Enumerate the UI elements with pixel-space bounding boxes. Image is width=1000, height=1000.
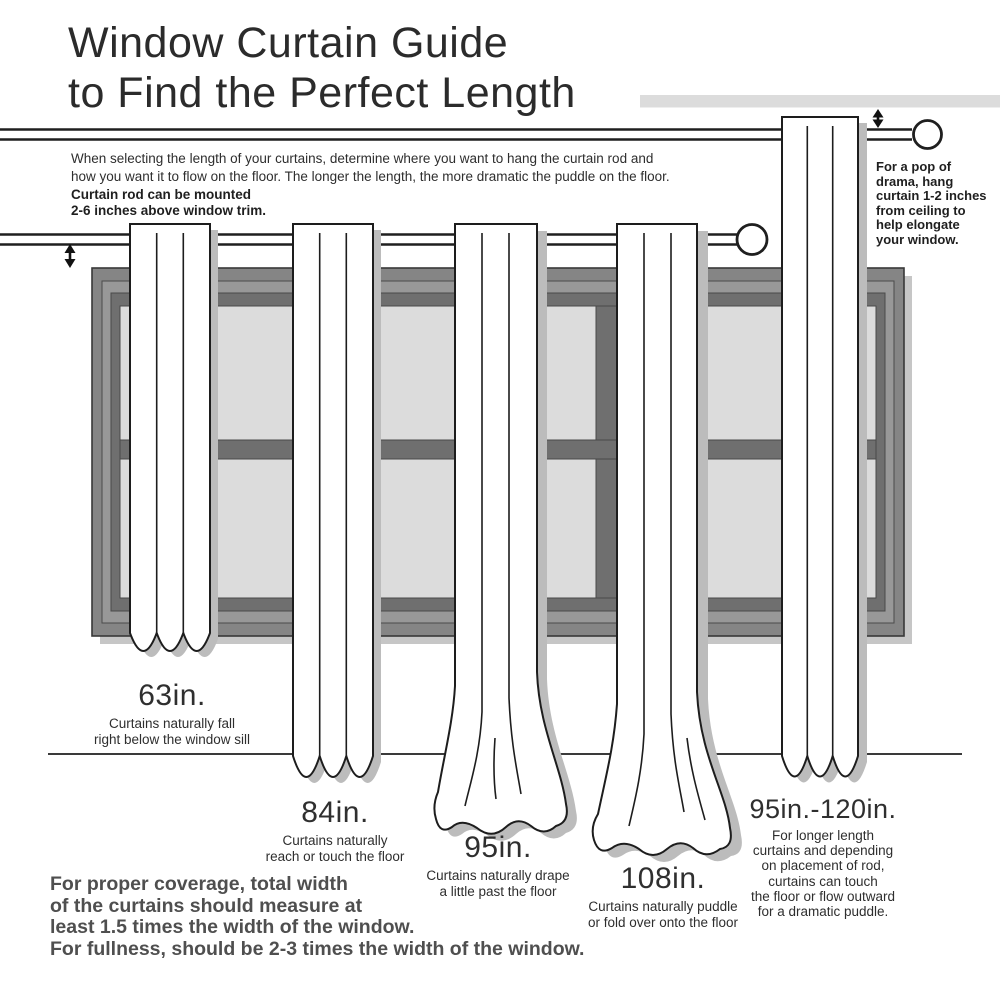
- ceiling-note-line2: drama, hang: [876, 173, 954, 189]
- intro-line1: When selecting the length of your curtains, determine where you want to hang the curtain rod and: [71, 151, 654, 166]
- page-title: [68, 18, 576, 118]
- page-title-line2: to Find the Perfect Length: [68, 69, 576, 117]
- curtain-84in-caption-line2: reach or touch the floor: [265, 849, 405, 864]
- intro-paragraph: [71, 150, 670, 186]
- curtain-95in-caption-line1: Curtains naturally drape: [426, 868, 570, 883]
- curtain-95-120in-size: 95in.-120in.: [749, 794, 897, 824]
- ceiling-note-line5: help elongate: [876, 217, 960, 233]
- ceiling-note-line4: from ceiling to: [876, 202, 966, 218]
- curtain-63in-caption-line1: Curtains naturally fall: [108, 716, 236, 731]
- curtain-95-120in-label: [708, 794, 938, 919]
- coverage-note-line3: least 1.5 times the width of the window.: [50, 916, 415, 938]
- coverage-note-line1: For proper coverage, total width: [50, 873, 348, 895]
- curtain-63in-panel: [130, 224, 210, 651]
- page-title-line1: Window Curtain Guide: [68, 19, 509, 67]
- rod-note-line1: Curtain rod can be mounted: [71, 187, 252, 202]
- ceiling-gap-arrow-icon: [873, 109, 884, 128]
- curtain-63in-caption-line2: right below the window sill: [93, 732, 251, 747]
- curtain-95-120in-caption-line1: For longer length: [771, 828, 875, 843]
- curtain-63in: [130, 224, 218, 657]
- curtain-95-120in-caption-line4: curtains can touch: [768, 873, 878, 889]
- curtain-63in-label: [57, 679, 287, 748]
- curtain-95-120in-caption: [708, 828, 938, 919]
- curtain-95in-size: 95in.: [464, 831, 532, 864]
- curtain-95-120in-panel: [782, 117, 858, 777]
- ceiling-hang-note: [876, 160, 1000, 248]
- ceiling-note-line3: curtain 1-2 inches: [876, 188, 987, 204]
- curtain-95-120in: [782, 117, 867, 783]
- intro-line2: how you want it to flow on the floor. The longer the length, the more dramatic the puddle on the floor.: [71, 169, 670, 184]
- curtain-84in-size: 84in.: [301, 796, 369, 829]
- curtain-108in-size: 108in.: [620, 862, 706, 895]
- rod-height-arrow-icon: [65, 244, 76, 268]
- rod-note-line2: 2-6 inches above window trim.: [71, 202, 267, 218]
- ceiling-note-line1: For a pop of: [876, 159, 952, 174]
- curtain-84in-caption-line1: Curtains naturally: [282, 833, 388, 848]
- ceiling-note-line6: your window.: [876, 231, 959, 247]
- curtain-95-120in-caption-line2: curtains and depending: [752, 843, 894, 859]
- curtain-63in-caption: [57, 716, 287, 748]
- curtain-84in-panel: [293, 224, 373, 777]
- curtain-95-120in-caption-line5: the floor or flow outward: [750, 888, 896, 904]
- curtain-95-120in-caption-line6: for a dramatic puddle.: [757, 904, 889, 920]
- ceiling-rod-finial: [914, 121, 942, 149]
- ceiling-bar: [640, 95, 1000, 108]
- coverage-note-line2: of the curtains should measure at: [50, 894, 363, 917]
- curtain-108in-caption-line1: Curtains naturally puddle: [588, 899, 738, 914]
- curtain-63in-size: 63in.: [138, 679, 206, 712]
- coverage-note: [50, 874, 584, 960]
- rod-mounting-note: [71, 187, 266, 218]
- coverage-note-line4: For fullness, should be 2-3 times the width of the window.: [50, 937, 585, 960]
- curtain-108in-caption-line2: or fold over onto the floor: [587, 915, 739, 930]
- curtain-95in-caption-line2: a little past the floor: [439, 884, 557, 899]
- curtain-95-120in-caption-line3: on placement of rod,: [761, 858, 885, 874]
- curtain-84in: [293, 224, 381, 783]
- main-rod-finial: [737, 225, 767, 255]
